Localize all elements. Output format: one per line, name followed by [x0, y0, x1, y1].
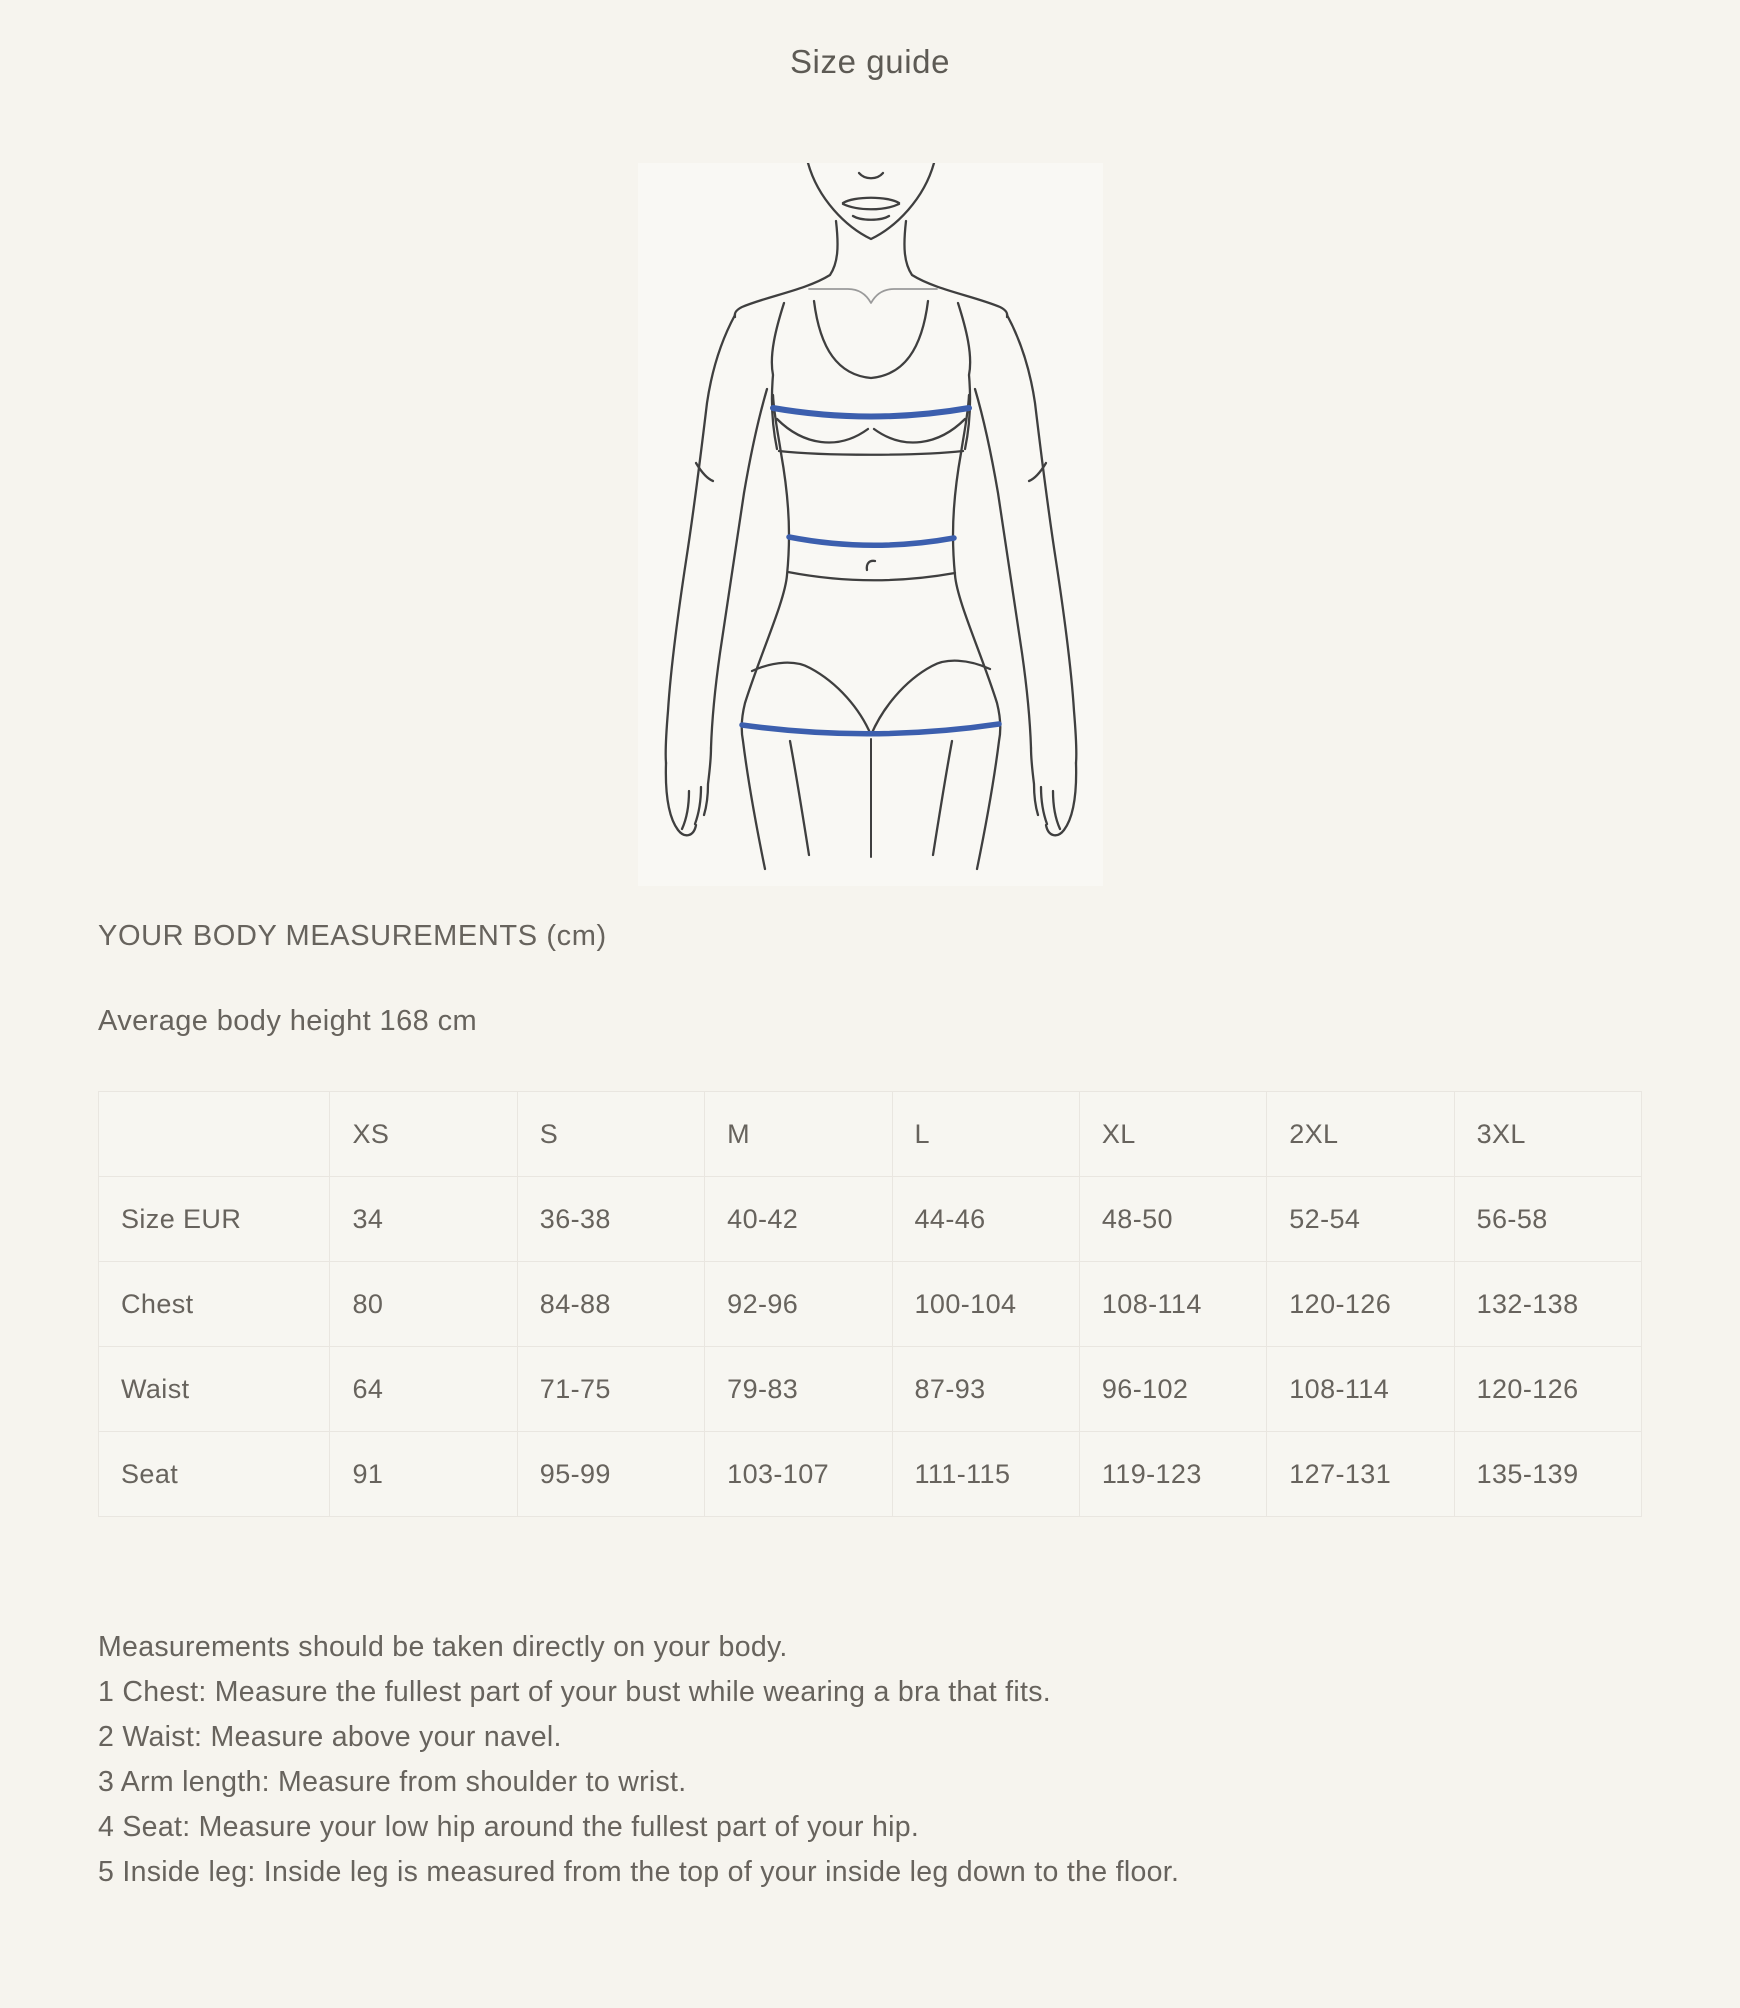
waist-measurement-line [789, 537, 954, 545]
nose-icon [859, 173, 883, 178]
briefs-leg-left [752, 663, 871, 735]
table-row [99, 1262, 1642, 1347]
table-header-row [99, 1092, 1642, 1177]
note-line: 2 Waist: Measure above your navel. [98, 1721, 562, 1753]
table-cell: 119-123 [1079, 1432, 1266, 1517]
column-header-m: M [705, 1092, 892, 1177]
column-header-2xl: 2XL [1267, 1092, 1454, 1177]
table-cell: 71-75 [517, 1347, 704, 1432]
average-height-text: Average body height 168 cm [98, 1005, 478, 1037]
table-cell: 108-114 [1079, 1262, 1266, 1347]
inner-thigh-right [933, 741, 952, 855]
table-cell: 48-50 [1079, 1177, 1266, 1262]
arm-inner-left [711, 389, 767, 748]
table-cell: 52-54 [1267, 1177, 1454, 1262]
table-row [99, 1432, 1642, 1517]
navel-icon [866, 561, 874, 570]
row-label: Seat [99, 1432, 330, 1517]
arm-outer-left [665, 315, 734, 763]
briefs-leg-right [871, 661, 990, 735]
table-cell: 96-102 [1079, 1347, 1266, 1432]
table-cell: 127-131 [1267, 1432, 1454, 1517]
seat-measurement-line [742, 724, 999, 734]
table-row [99, 1347, 1642, 1432]
arm-inner-right [975, 389, 1031, 748]
table-cell: 120-126 [1454, 1347, 1641, 1432]
hand-right [1031, 748, 1076, 835]
table-cell: 84-88 [517, 1262, 704, 1347]
measurements-section [0, 918, 1740, 1895]
collarbone-line [809, 289, 937, 303]
table-cell: 92-96 [705, 1262, 892, 1347]
note-line: 3 Arm length: Measure from shoulder to wrist. [98, 1766, 687, 1798]
table-cell: 91 [330, 1432, 517, 1517]
row-label: Chest [99, 1262, 330, 1347]
table-cell: 80 [330, 1262, 517, 1347]
column-header-xl: XL [1079, 1092, 1266, 1177]
table-cell: 44-46 [892, 1177, 1079, 1262]
column-header-xs: XS [330, 1092, 517, 1177]
arm-outer-right [1007, 315, 1076, 763]
lips-icon [843, 198, 899, 220]
table-cell: 120-126 [1267, 1262, 1454, 1347]
chest-measurement-line [773, 408, 969, 417]
table-cell: 108-114 [1267, 1347, 1454, 1432]
table-cell: 34 [330, 1177, 517, 1262]
column-header-l: L [892, 1092, 1079, 1177]
column-header-blank [99, 1092, 330, 1177]
table-cell: 40-42 [705, 1177, 892, 1262]
measurement-notes [98, 1625, 1642, 1895]
table-cell: 87-93 [892, 1347, 1079, 1432]
section-heading: YOUR BODY MEASUREMENTS (cm) [98, 920, 607, 952]
column-header-3xl: 3XL [1454, 1092, 1641, 1177]
table-cell: 103-107 [705, 1432, 892, 1517]
table-cell: 100-104 [892, 1262, 1079, 1347]
body-diagram-svg [638, 163, 1103, 886]
column-header-s: S [517, 1092, 704, 1177]
table-cell: 95-99 [517, 1432, 704, 1517]
table-cell: 132-138 [1454, 1262, 1641, 1347]
bra-underband [779, 451, 963, 455]
table-cell: 36-38 [517, 1177, 704, 1262]
note-line: 4 Seat: Measure your low hip around the fullest part of your hip. [98, 1811, 920, 1843]
inner-thigh-left [790, 741, 809, 855]
table-cell: 56-58 [1454, 1177, 1641, 1262]
neck-left [734, 221, 837, 317]
note-line: Measurements should be taken directly on your body. [98, 1631, 788, 1663]
bust-curve-left [777, 419, 868, 442]
table-cell: 79-83 [705, 1347, 892, 1432]
table-cell: 64 [330, 1347, 517, 1432]
note-line: 5 Inside leg: Inside leg is measured from the top of your inside leg down to the floor. [98, 1856, 1180, 1888]
bust-curve-right [874, 419, 965, 442]
row-label: Size EUR [99, 1177, 330, 1262]
row-label: Waist [99, 1347, 330, 1432]
page-title: Size guide [789, 43, 951, 80]
bra-scoop [814, 301, 928, 378]
neck-right [904, 221, 1007, 317]
size-table [98, 1091, 1642, 1517]
table-cell: 111-115 [892, 1432, 1079, 1517]
face-outline [808, 163, 934, 239]
body-measurement-illustration [638, 163, 1103, 886]
table-row [99, 1177, 1642, 1262]
table-cell: 135-139 [1454, 1432, 1641, 1517]
briefs-waistband [788, 572, 955, 580]
hand-left [665, 748, 710, 835]
note-line: 1 Chest: Measure the fullest part of your bust while wearing a bra that fits. [98, 1676, 1051, 1708]
